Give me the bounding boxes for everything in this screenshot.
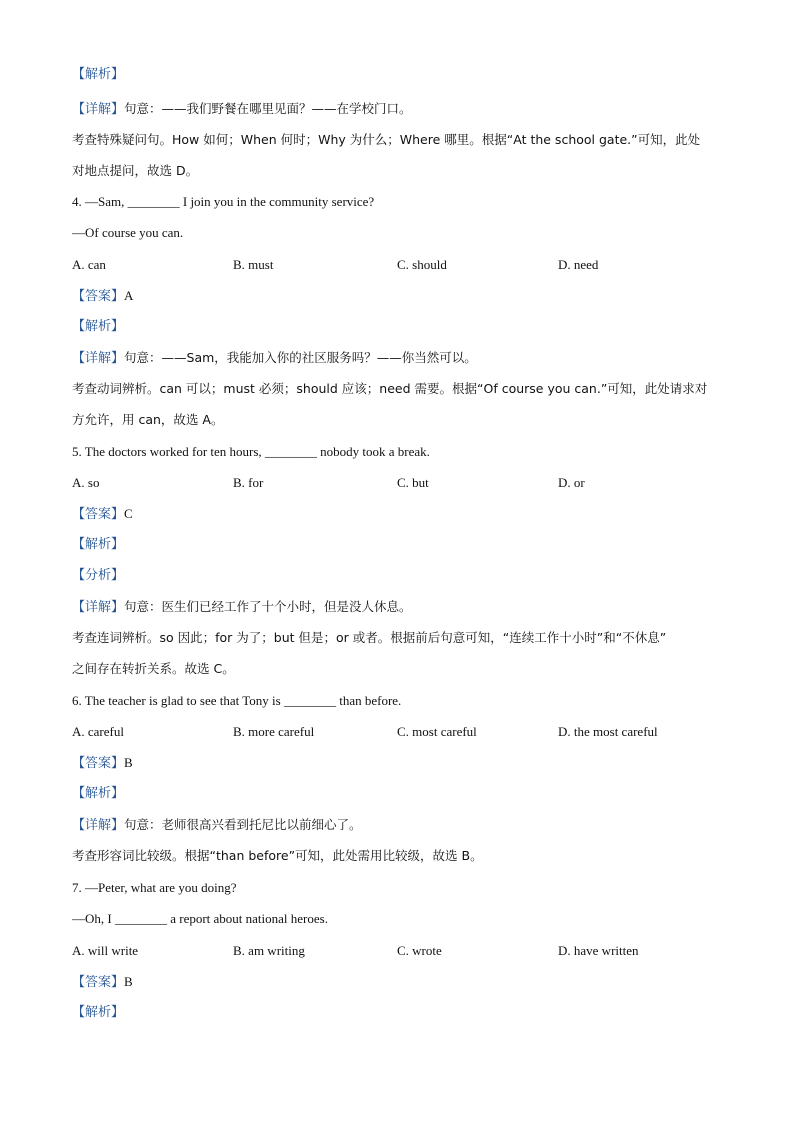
q5-detail	[72, 598, 734, 617]
q7-response: —Oh, I ________ a report about national heroes.	[72, 911, 328, 926]
q4-detail-text: 句意：——Sam，我能加入你的社区服务吗？——你当然可以。	[124, 350, 477, 365]
q5-option-b: B. for	[233, 475, 264, 490]
q3-detail	[72, 100, 734, 119]
q4-option-b: B. must	[233, 257, 274, 272]
q5-analysis-heading: 【解析】	[72, 537, 125, 552]
q4-answer	[72, 287, 734, 306]
q6-question: 6. The teacher is glad to see that Tony is ________ than before.	[72, 693, 402, 708]
q4-explain-2: 方允许，用 can，故选 A。	[72, 412, 224, 427]
q5-answer	[72, 505, 734, 524]
q7-answer	[72, 973, 734, 992]
detail-label: 【详解】	[72, 600, 125, 615]
q6-option-a: A. careful	[72, 724, 124, 739]
q4-option-d: D. need	[558, 257, 599, 272]
q4-response: —Of course you can.	[72, 225, 184, 240]
q6-answer-value: B	[124, 755, 133, 770]
q7-option-a: A. will write	[72, 943, 139, 958]
q7-analysis-heading: 【解析】	[72, 1005, 125, 1020]
q6-analysis-heading: 【解析】	[72, 786, 125, 801]
answer-label: 【答案】	[72, 507, 125, 522]
q7-option-d: D. have written	[558, 943, 639, 958]
q5-explain-1: 考查连词辨析。so 因此；for 为了；but 但是；or 或者。根据前后句意可知，“连续工作十小时”和“不休息”	[72, 630, 667, 645]
q7-option-c: C. wrote	[397, 943, 442, 958]
q6-detail-text: 句意：老师很高兴看到托尼比以前细心了。	[124, 817, 362, 832]
q4-analysis-heading: 【解析】	[72, 319, 125, 334]
q4-option-c: C. should	[397, 257, 447, 272]
q6-answer	[72, 754, 734, 773]
q4-question: 4. —Sam, ________ I join you in the community service?	[72, 194, 375, 209]
q5-fenxi-heading: 【分析】	[72, 568, 125, 583]
q6-explain-1: 考查形容词比较级。根据“than before”可知，此处需用比较级，故选 B。	[72, 848, 483, 863]
q3-explain-2: 对地点提问，故选 D。	[72, 163, 199, 178]
q7-option-b: B. am writing	[233, 943, 305, 958]
q6-option-c: C. most careful	[397, 724, 477, 739]
q4-explain-1: 考查动词辨析。can 可以；must 必须；should 应该；need 需要。根据“Of course you can.”可知，此处请求对	[72, 381, 708, 396]
q6-option-d: D. the most careful	[558, 724, 658, 739]
q5-explain-2: 之间存在转折关系。故选 C。	[72, 661, 235, 676]
q5-option-c: C. but	[397, 475, 429, 490]
answer-label: 【答案】	[72, 975, 125, 990]
q3-explain-1: 考查特殊疑问句。How 如何；When 何时；Why 为什么；Where 哪里。根据“At the school gate.”可知，此处	[72, 132, 701, 147]
analysis-heading: 【解析】	[72, 67, 125, 82]
q3-detail-text: 句意：——我们野餐在哪里见面？——在学校门口。	[124, 101, 412, 116]
detail-label: 【详解】	[72, 818, 125, 833]
q5-option-d: D. or	[558, 475, 585, 490]
q5-answer-value: C	[124, 506, 133, 521]
q7-question: 7. —Peter, what are you doing?	[72, 880, 237, 895]
detail-label: 【详解】	[72, 351, 125, 366]
q7-answer-value: B	[124, 974, 133, 989]
q5-detail-text: 句意：医生们已经工作了十个小时，但是没人休息。	[124, 599, 412, 614]
q6-option-b: B. more careful	[233, 724, 315, 739]
detail-label: 【详解】	[72, 102, 125, 117]
answer-label: 【答案】	[72, 289, 125, 304]
q4-answer-value: A	[124, 288, 134, 303]
q5-question: 5. The doctors worked for ten hours, ________ nobody took a break.	[72, 444, 430, 459]
q4-detail	[72, 349, 734, 368]
q4-option-a: A. can	[72, 257, 106, 272]
q6-detail	[72, 816, 734, 835]
answer-label: 【答案】	[72, 756, 125, 771]
q5-option-a: A. so	[72, 475, 100, 490]
